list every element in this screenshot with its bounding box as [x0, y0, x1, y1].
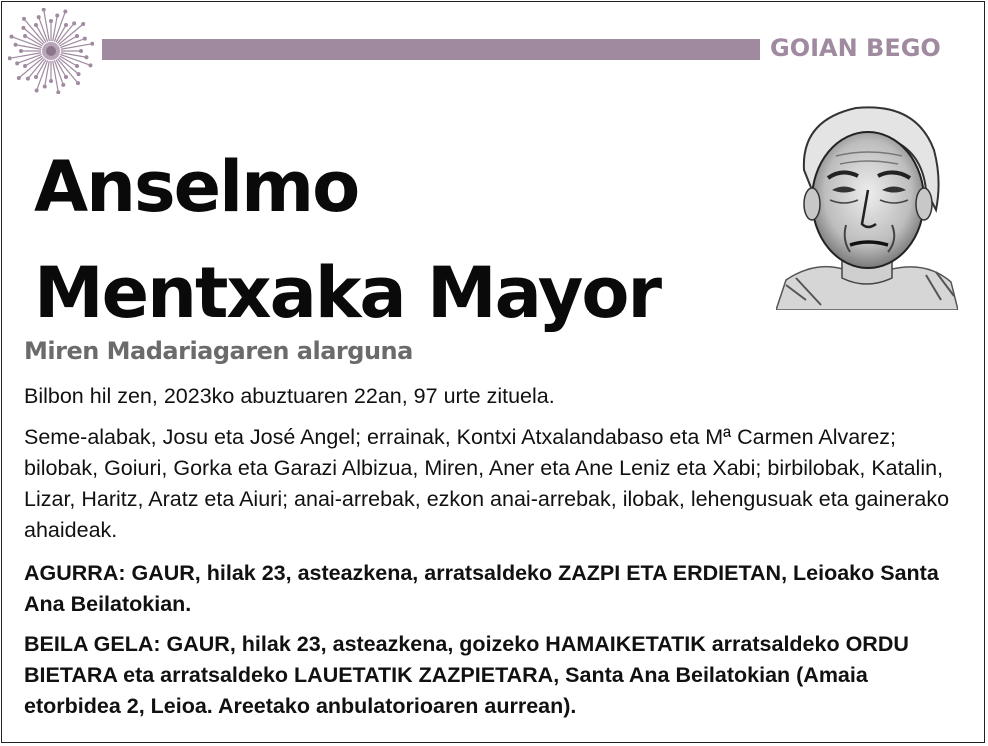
portrait-photo [776, 100, 958, 310]
death-notice-text: Bilbon hil zen, 2023ko abuztuaren 22an, 97 urte zituela. [24, 384, 555, 408]
name-first-line: Anselmo [34, 146, 359, 228]
name-second-line: Mentxaka Mayor [34, 252, 660, 334]
subtitle: Miren Madariagaren alarguna [24, 337, 413, 365]
farewell-text: AGURRA: GAUR, hilak 23, asteazkena, arratsaldeko ZAZPI ETA ERDIETAN, Leioako Santa Ana Beilatokian. [24, 561, 939, 616]
wake-text: BEILA GELA: GAUR, hilak 23, asteazkena, goizeko HAMAIKETATIK arratsaldeko ORDU BIETARA eta arratsaldeko LAUETATIK ZAZPIETARA, Santa Ana Beilatokian (Amaia etorbidea 2, Leioa. Areetako anbulatorioaren aurrean). [24, 632, 909, 718]
family-text: Seme-alabak, Josu eta José Angel; errainak, Kontxi Atxalandabaso eta Mª Carmen Alvarez; bilobak, Goiuri, Gorka eta Garazi Albizua, Miren, Aner eta Ane Leniz eta Xabi; birbilobak, Katalin, Lizar, Haritz, Aratz eta Aiuri; anai-arrebak, ezkon anai-arrebak, ilobak, lehengusuak eta gainerako ahaideak. [24, 425, 950, 542]
flower-ornament-icon [8, 8, 94, 94]
deceased-name [34, 134, 660, 346]
header-bar [102, 39, 760, 60]
header-label: GOIAN BEGO [770, 34, 941, 62]
